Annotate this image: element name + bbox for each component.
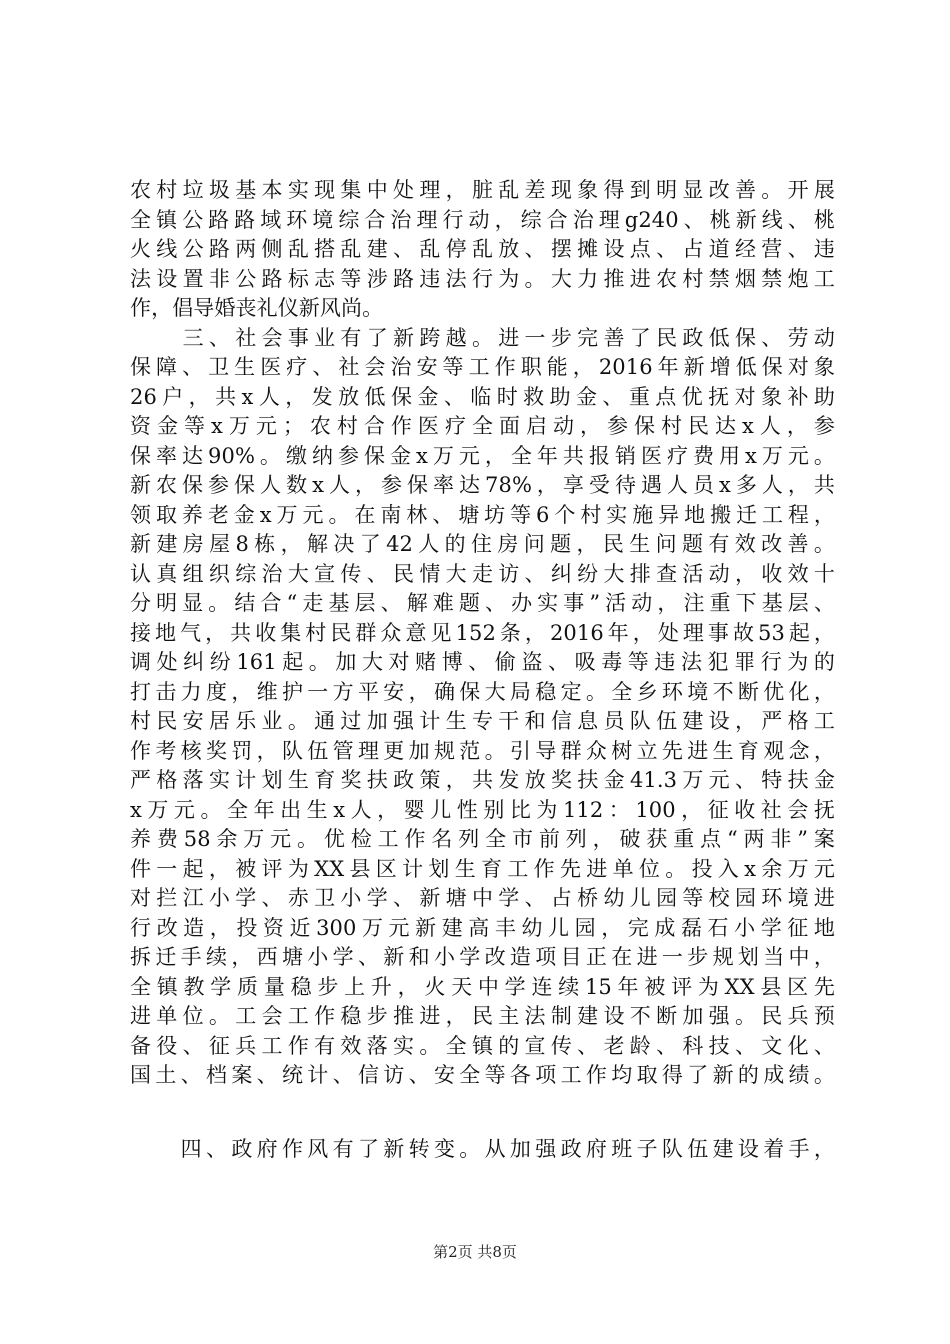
text-line: 资金等x万元；农村合作医疗全面启动，参保村民达x人，参 [130,414,835,438]
text-line: 全镇教学质量稳步上升，火天中学连续15年被评为XX县区先 [130,974,835,999]
text-line: 进单位。工会工作稳步推进，民主法制建设不断加强。民兵预 [130,1004,835,1028]
text-line: 严格落实计划生育奖扶政策，共发放奖扶金41.3万元、特扶金 [130,768,835,792]
text-line: 四、政府作风有了新转变。从加强政府班子队伍建设着手， [130,1136,835,1161]
paragraph-government-style [130,1135,835,1165]
text-line: 村民安居乐业。通过加强计生专干和信息员队伍建设，严格工 [130,709,835,733]
paragraph-sanitation [130,176,835,324]
text-line: 26户，共x人，发放低保金、临时救助金、重点优抚对象补助 [130,384,835,409]
paragraph-social-affairs [130,324,835,1091]
text-line: 新农保参保人数x人，参保率达78%，享受待遇人员x多人，共 [130,473,835,497]
document-body [130,176,835,1164]
text-line: 养费58余万元。优检工作名列全市前列，破获重点“两非”案 [130,827,835,851]
text-line: 认真组织综治大宣传、民情大走访、纠纷大排查活动，收效十 [130,561,835,586]
text-line: 件一起，被评为XX县区计划生育工作先进单位。投入x余万元 [130,856,835,881]
text-line: 三、社会事业有了新跨越。进一步完善了民政低保、劳动 [130,325,835,350]
text-line: 新建房屋8栋，解决了42人的住房问题，民生问题有效改善。 [130,532,835,556]
text-line: 领取养老金x万元。在南林、塘坊等6个村实施异地搬迁工程， [130,502,835,527]
text-line: 调处纠纷161起。加大对赌博、偷盗、吸毒等违法犯罪行为的 [130,650,835,674]
text-line: 接地气，共收集村民群众意见152条，2016年，处理事故53起， [130,620,835,645]
text-line: 保障、卫生医疗、社会治安等工作职能，2016年新增低保对象 [130,355,835,379]
text-line: 全镇公路路域环境综合治理行动，综合治理g240、桃新线、桃 [130,207,835,232]
paragraph-gap [130,1091,835,1135]
text-line: 作，倡导婚丧礼仪新风尚。 [130,296,384,320]
text-line: x万元。全年出生x人，婴儿性别比为112：100，征收社会抚 [130,797,835,822]
text-line: 分明显。结合“走基层、解难题、办实事”活动，注重下基层、 [130,591,835,615]
text-line: 作考核奖罚，队伍管理更加规范。引导群众树立先进生育观念， [130,738,835,763]
text-line: 农村垃圾基本实现集中处理，脏乱差现象得到明显改善。开展 [130,178,835,202]
text-line: 法设置非公路标志等涉路违法行为。大力推进农村禁烟禁炮工 [130,266,835,291]
text-line: 拆迁手续，西塘小学、新和小学改造项目正在进一步规划当中， [130,945,835,969]
text-line: 行改造，投资近300万元新建高丰幼儿园，完成磊石小学征地 [130,915,835,940]
text-line: 打击力度，维护一方平安，确保大局稳定。全乡环境不断优化， [130,679,835,704]
text-line: 备役、征兵工作有效落实。全镇的宣传、老龄、科技、文化、 [130,1033,835,1058]
text-line: 保率达90%。缴纳参保金x万元，全年共报销医疗费用x万元。 [130,443,835,468]
text-line: 火线公路两侧乱搭乱建、乱停乱放、摆摊设点、占道经营、违 [130,237,835,261]
text-line: 对拦江小学、赤卫小学、新塘中学、占桥幼儿园等校园环境进 [130,886,835,910]
page-footer: 第2页 共8页 [433,1243,517,1261]
text-line: 国土、档案、统计、信访、安全等各项工作均取得了新的成绩。 [130,1063,835,1087]
